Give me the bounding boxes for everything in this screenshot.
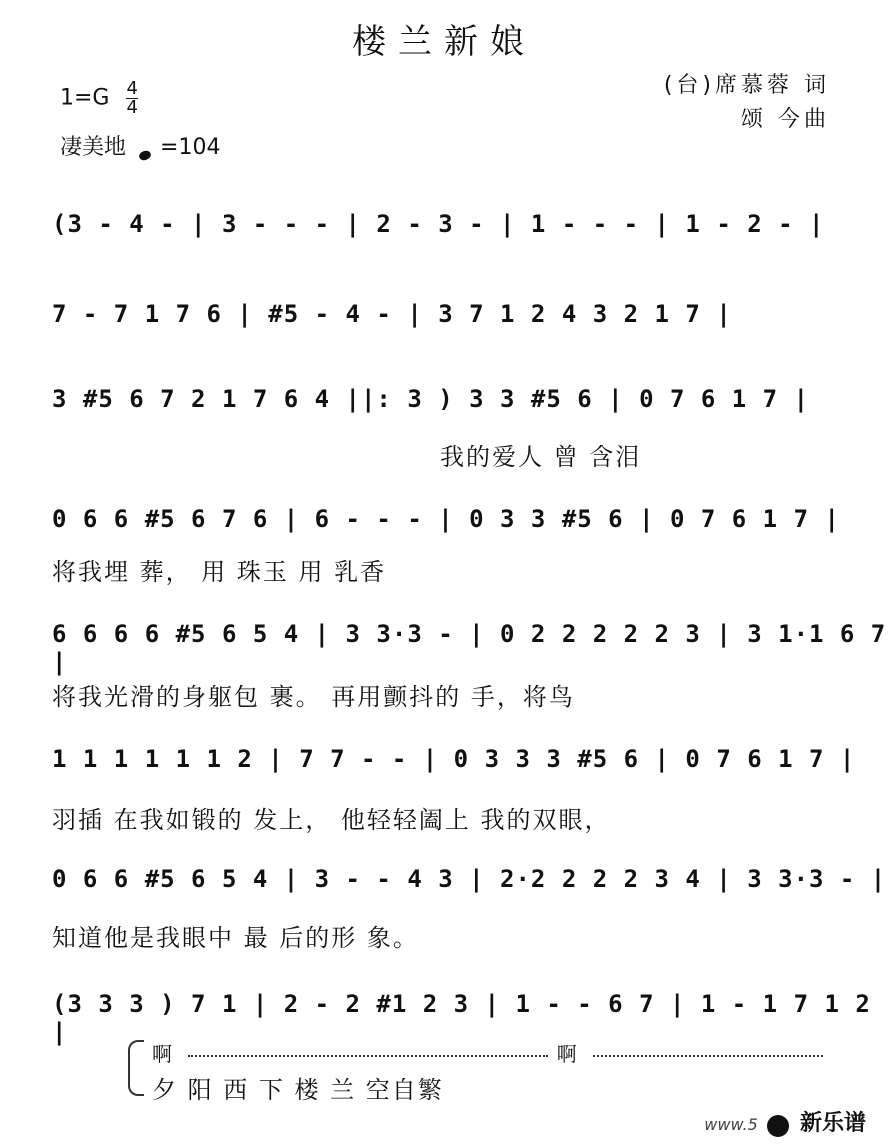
time-signature-top: 4 bbox=[126, 78, 138, 99]
lyric-line-4: 羽插 在我如锻的 发上， 他轻轻阖上 我的双眼， bbox=[52, 806, 611, 834]
lyric-brace bbox=[128, 1040, 144, 1096]
lyric-line-3: 将我光滑的身躯包 裹。 再用颤抖的 手，将鸟 bbox=[52, 683, 575, 711]
score-line-1: (3 - 4 - | 3 - - - | 2 - 3 - | 1 - - - | 1 - 2 - | bbox=[52, 210, 825, 238]
dotted-extender-1 bbox=[188, 1055, 548, 1057]
ah-lyric-row bbox=[152, 1038, 823, 1067]
watermark bbox=[704, 1106, 866, 1137]
expression-text: 凄美地 bbox=[60, 135, 127, 160]
page-title: 楼兰新娘 bbox=[352, 22, 536, 62]
final-lyric-line: 夕 阳 西 下 楼 兰 空自繁 bbox=[152, 1076, 444, 1104]
quarter-note-icon bbox=[138, 149, 152, 162]
score-line-8: (3 3 3 ) 7 1 | 2 - 2 #1 2 3 | 1 - - 6 7 | 1 - 1 7 1 2 | bbox=[52, 990, 871, 1046]
key-signature bbox=[60, 80, 138, 117]
score-line-3: 3 #5 6 7 2 1 7 6 4 ||: 3 ) 3 3 #5 6 | 0 7 6 1 7 | bbox=[52, 385, 810, 413]
score-line-5: 6 6 6 6 #5 6 5 4 | 3 3·3 - | 0 2 2 2 2 2 3 | 3 1·1 6 7 | bbox=[52, 620, 887, 676]
lyricist-credit: (台)席慕蓉 词 bbox=[663, 73, 830, 98]
score-line-2: 7 - 7 1 7 6 | #5 - 4 - | 3 7 1 2 4 3 2 1 7 | bbox=[52, 300, 732, 328]
score-line-7: 0 6 6 #5 6 5 4 | 3 - - 4 3 | 2·2 2 2 2 3 4 | 3 3·3 - | bbox=[52, 865, 887, 893]
lyric-line-1: 我的爱人 曾 含泪 bbox=[440, 443, 642, 471]
lyric-line-2: 将我埋 葬， 用 珠玉 用 乳香 bbox=[52, 558, 387, 586]
ah-lyric-1: 啊 bbox=[152, 1042, 174, 1066]
score-line-4: 0 6 6 #5 6 7 6 | 6 - - - | 0 3 3 #5 6 | 0 7 6 1 7 | bbox=[52, 505, 840, 533]
tempo-value: =104 bbox=[160, 135, 221, 160]
score-line-6: 1 1 1 1 1 1 2 | 7 7 - - | 0 3 3 3 #5 6 | 0 7 6 1 7 | bbox=[52, 745, 856, 773]
ah-lyric-2: 啊 bbox=[556, 1042, 579, 1066]
tempo-marking bbox=[60, 130, 220, 161]
time-signature bbox=[126, 80, 137, 117]
time-signature-bottom: 4 bbox=[126, 97, 138, 118]
key-text: 1=G bbox=[60, 85, 110, 111]
dotted-extender-2 bbox=[593, 1055, 823, 1057]
watermark-brand: 新乐谱 bbox=[799, 1111, 866, 1136]
watermark-url: www.5 bbox=[704, 1115, 758, 1134]
lyric-line-5: 知道他是我眼中 最 后的形 象。 bbox=[52, 924, 419, 952]
composer-credit: 颂 今曲 bbox=[741, 107, 830, 132]
vinyl-disc-icon bbox=[767, 1115, 789, 1137]
